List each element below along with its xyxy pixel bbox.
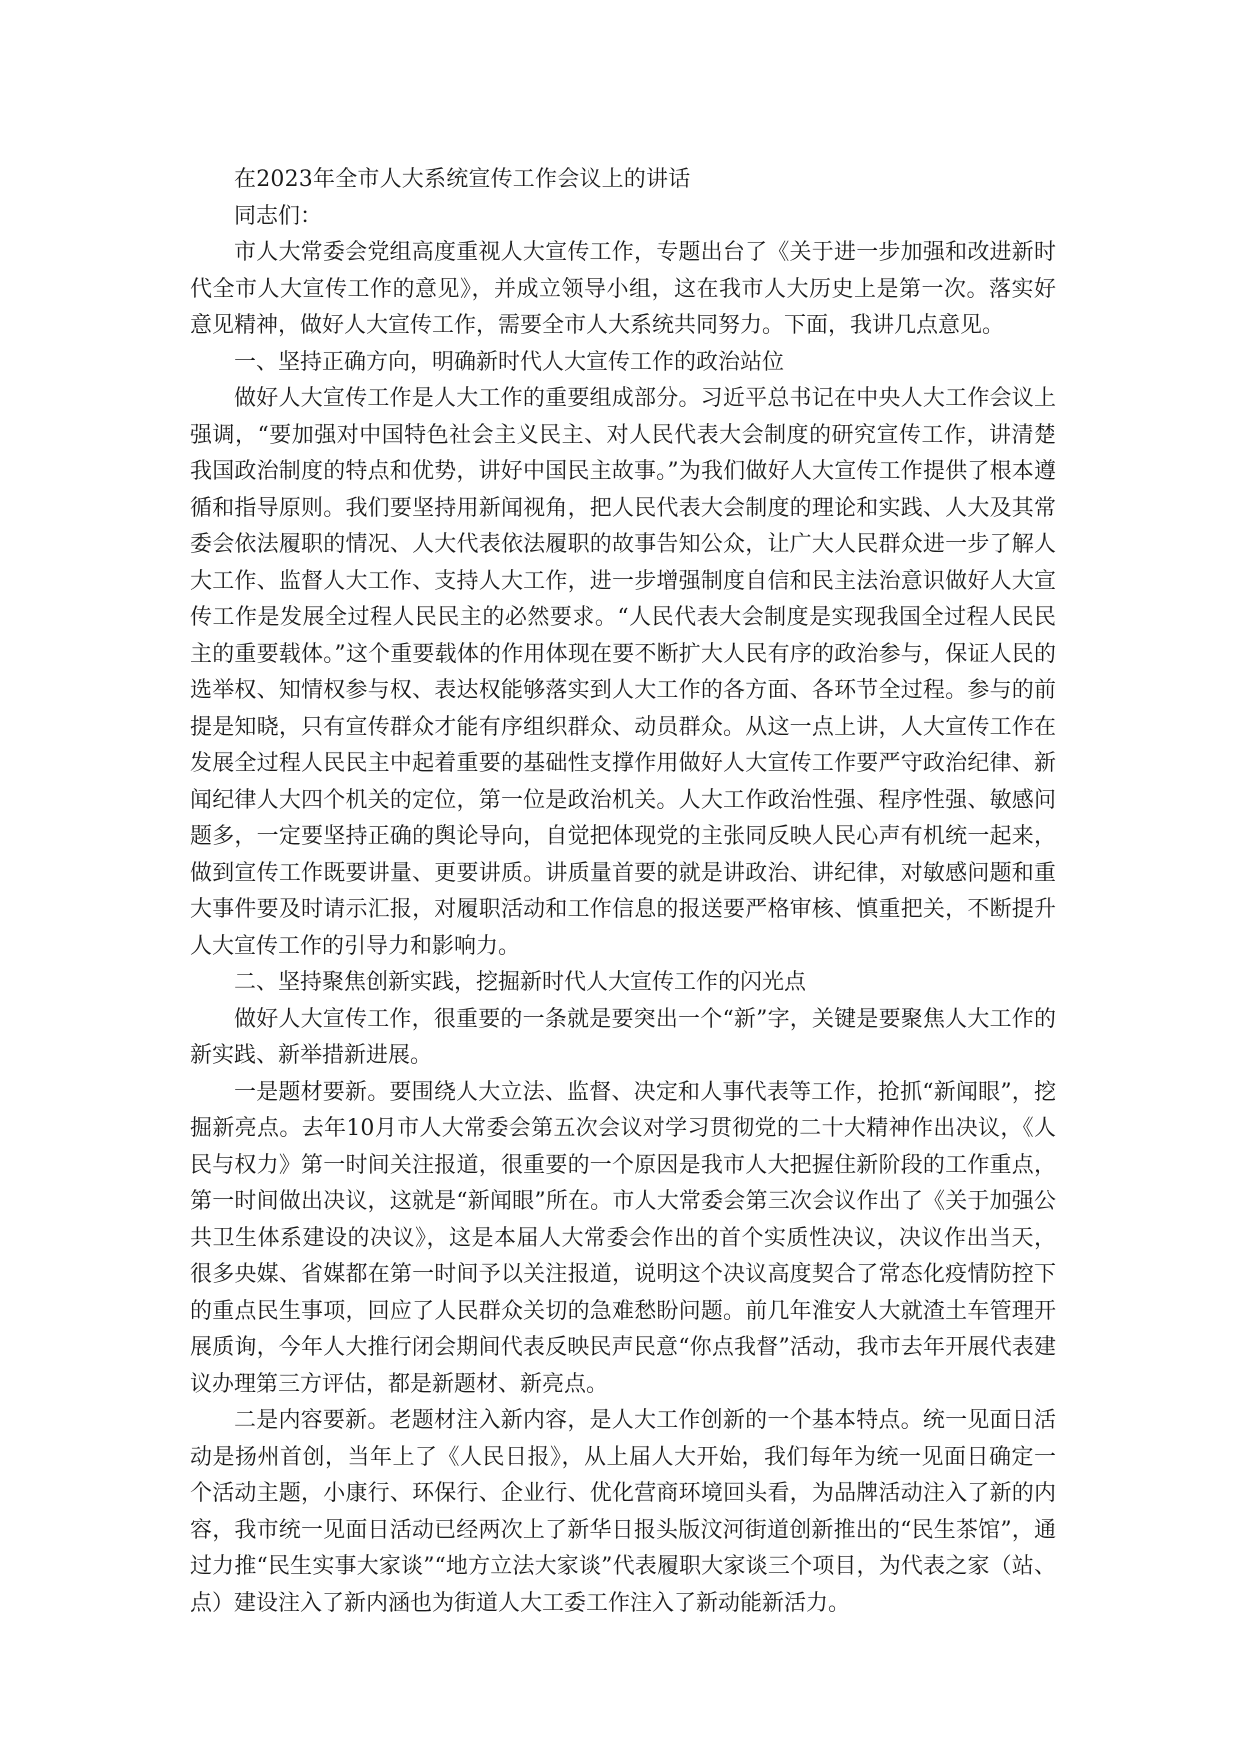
paragraph-content-new: 二是内容要新。老题材注入新内容，是人大工作创新的一个基本特点。统一见面日活动是扬州首创，当年上了《人民日报》，从上届人大开始，我们每年为统一见面日确定一个活动主题，小康行、环保行、企业行、优化营商环境回头看，为品牌活动注入了新的内容，我市统一见面日活动已经两次上了新华日报头版汶河街道创新推出的“民生茶馆”，通过力推“民生实事大家谈”“地方立法大家谈”代表履职大家谈三个项目，为代表之家（站、点）建设注入了新内涵也为街道人大工委工作注入了新动能新活力。 (190, 1408, 1056, 1616)
section-heading-2: 二、坚持聚焦创新实践，挖掘新时代人大宣传工作的闪光点 (234, 970, 807, 995)
paragraph-topic-new: 一是题材要新。要围绕人大立法、监督、决定和人事代表等工作，抢抓“新闻眼”，挖掘新亮点。去年10月市人大常委会第五次会议对学习贯彻党的二十大精神作出决议，《人民与权力》第一时间关注报道，很重要的一个原因是我市人大把握住新阶段的工作重点，第一时间做出决议，这就是“新闻眼”所在。市人大常委会第三次会议作出了《关于加强公共卫生体系建设的决议》，这是本届人大常委会作出的首个实质性决议，决议作出当天，很多央媒、省媒都在第一时间予以关注报道，说明这个决议高度契合了常态化疫情防控下的重点民生事项，回应了人民群众关切的急难愁盼问题。前几年淮安人大就渣土车管理开展质询，今年人大推行闭会期间代表反映民声民意“你点我督”活动，我市去年开展代表建议办理第三方评估，都是新题材、新亮点。 (190, 1079, 1056, 1397)
section-heading-1: 一、坚持正确方向，明确新时代人大宣传工作的政治站位 (234, 349, 785, 375)
paragraph-section-2-intro: 做好人大宣传工作，很重要的一条就是要突出一个“新”字，关键是要聚焦人大工作的新实践、新举措新进展。 (190, 1006, 1056, 1068)
salutation: 同志们： (234, 203, 323, 229)
document-body (190, 162, 1056, 1622)
speech-title: 在2023年全市人大系统宣传工作会议上的讲话 (234, 167, 691, 192)
paragraph-section-1: 做好人大宣传工作是人大工作的重要组成部分。习近平总书记在中央人大工作会议上强调，“要加强对中国特色社会主义民主、对人民代表大会制度的研究宣传工作，讲清楚我国政治制度的特点和优势，讲好中国民主故事。”为我们做好人大宣传工作提供了根本遵循和指导原则。我们要坚持用新闻视角，把人民代表大会制度的理论和实践、人大及其常委会依法履职的情况、人大代表依法履职的故事告知公众，让广大人民群众进一步了解人大工作、监督人大工作、支持人大工作，进一步增强制度自信和民主法治意识做好人大宣传工作是发展全过程人民民主的必然要求。“人民代表大会制度是实现我国全过程人民民主的重要载体。”这个重要载体的作用体现在要不断扩大人民有序的政治参与，保证人民的选举权、知情权参与权、表达权能够落实到人大工作的各方面、各环节全过程。参与的前提是知晓，只有宣传群众才能有序组织群众、动员群众。从这一点上讲，人大宣传工作在发展全过程人民民主中起着重要的基础性支撑作用做好人大宣传工作要严守政治纪律、新闻纪律人大四个机关的定位，第一位是政治机关。人大工作政治性强、程序性强、敏感问题多，一定要坚持正确的舆论导向，自觉把体现党的主张同反映人民心声有机统一起来，做到宣传工作既要讲量、更要讲质。讲质量首要的就是讲政治、讲纪律，对敏感问题和重大事件要及时请示汇报，对履职活动和工作信息的报送要严格审核、慎重把关，不断提升人大宣传工作的引导力和影响力。 (190, 386, 1057, 959)
paragraph-intro: 市人大常委会党组高度重视人大宣传工作，专题出台了《关于进一步加强和改进新时代全市人大宣传工作的意见》，并成立领导小组，这在我市人大历史上是第一次。落实好意见精神，做好人大宣传工作，需要全市人大系统共同努力。下面，我讲几点意见。 (190, 240, 1056, 338)
